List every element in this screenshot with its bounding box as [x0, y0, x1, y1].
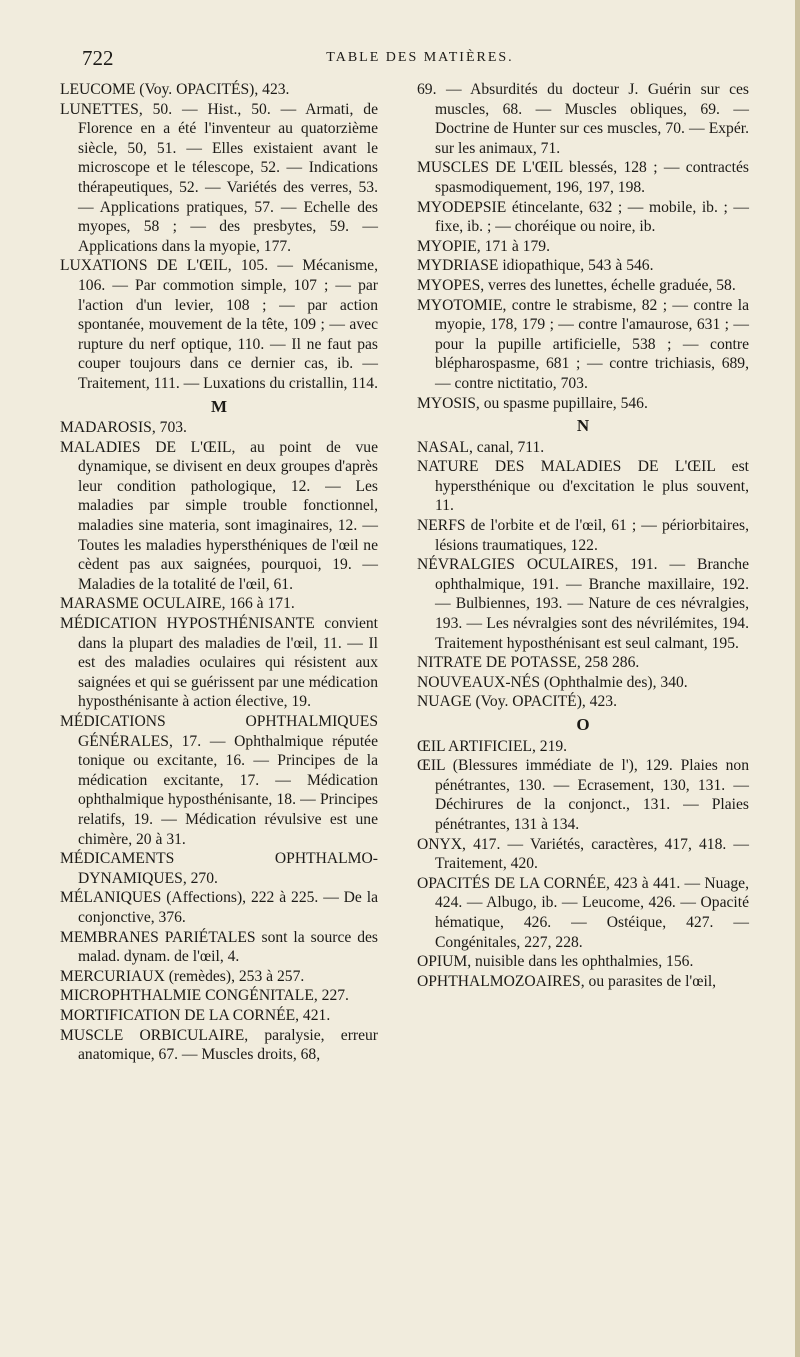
- index-entry: 69. — Absurdités du docteur J. Guérin sur ces muscles, 68. — Muscles obliques, 69. — Doctrine de Hunter sur ces muscles, 70. — Expér. sur les animaux, 71.: [417, 81, 749, 157]
- running-head: TABLE DES MATIÈRES.: [326, 50, 514, 65]
- index-entry: MALADIES DE L'ŒIL, au point de vue dynamique, se divisent en deux groupes d'après leur condition pathologique, 12. — Les maladies par simple trouble fonctionnel, maladies sine materia, sont imaginaires, 12. — Toutes les maladies hypersthéniques de l'œil ne cèdent pas aux saignées, pourquoi, 19. — Maladies de la totalité de l'œil, 61.: [60, 438, 378, 593]
- section-letter: N: [576, 416, 590, 436]
- index-entry: NATURE DES MALADIES DE L'ŒIL est hypersthénique ou d'excitation le plus souvent, 11.: [417, 458, 749, 515]
- page-number: 722: [82, 46, 114, 70]
- section-letter: O: [576, 715, 590, 734]
- page-edge: [795, 0, 800, 1357]
- index-entry: NOUVEAUX-NÉS (Ophthalmie des), 340.: [417, 673, 688, 691]
- index-entry: NASAL, canal, 711.: [417, 438, 545, 456]
- index-entry: MYOPES, verres des lunettes, échelle graduée, 58.: [417, 276, 736, 294]
- index-entry: MADAROSIS, 703.: [60, 419, 187, 437]
- index-entry: MÉLANIQUES (Affections), 222 à 225. — De la conjonctive, 376.: [60, 889, 378, 926]
- index-entry: MORTIFICATION DE LA CORNÉE, 421.: [60, 1006, 331, 1024]
- index-entry: MYDRIASE idiopathique, 543 à 546.: [417, 257, 654, 275]
- index-entry: NÉVRALGIES OCULAIRES, 191. — Branche ophthalmique, 191. — Branche maxillaire, 192. — Bulbiennes, 193. — Nature de ces névralgies, 193. — Les névralgies sont des névrilémites, 194. Traitement hyposthénisant est seul calmant, 195.: [417, 556, 749, 652]
- index-entry: MÉDICATION HYPOSTHÉNISANTE convient dans la plupart des maladies de l'œil, 11. — Il est des maladies oculaires qui résistent aux saignées et qui se guérissent par une médication hyposthénisante à action élective, 19.: [60, 615, 378, 711]
- section-letter: M: [210, 396, 228, 416]
- index-entry: LUXATIONS DE L'ŒIL, 105. — Mécanisme, 106. — Par commotion simple, 107 ; — par l'action d'un levier, 108 ; — par action spontanée, mouvement de la tête, 109 ; — avec rupture du nerf optique, 110. — Il ne faut pas couper toujours dans ce dernier cas, ib. — Traitement, 111. — Luxations du cristallin, 114.: [60, 257, 379, 392]
- index-entry: MICROPHTHALMIE CONGÉNITALE, 227.: [60, 987, 349, 1005]
- index-entry: MYOTOMIE, contre le strabisme, 82 ; — contre la myopie, 178, 179 ; — contre l'amaurose, 631 ; — pour la pupille artificielle, 538 ; — contre blépharospasme, 681 ; — contre trichiasis, 689, — contre nictitatio, 703.: [417, 296, 749, 392]
- index-entry: ŒIL ARTIFICIEL, 219.: [417, 737, 568, 755]
- index-entry: ŒIL (Blessures immédiate de l'), 129. Plaies non pénétrantes, 130. — Ecrasement, 130, 131. — Déchirures de la conjonct., 131. — Plaies pénétrantes, 131 à 134.: [417, 757, 749, 833]
- index-entry: NITRATE DE POTASSE, 258 286.: [417, 654, 640, 672]
- index-entry: LUNETTES, 50. — Hist., 50. — Armati, de Florence en a été l'inventeur au quatorzième siècle, 50, 51. — Elles existaient avant le microscope et le télescope, 52. — Indications thérapeutiques, 52. — Variétés des verres, 53. — Applications pratiques, 57. — Echelle des myopes, 58 ; — des presbytes, 59. — Applications dans la myopie, 177.: [60, 100, 378, 255]
- index-entry: ONYX, 417. — Variétés, caractères, 417, 418. — Traitement, 420.: [417, 835, 749, 873]
- index-entry: MYODEPSIE étincelante, 632 ; — mobile, ib. ; — fixe, ib. ; — choréique ou noire, ib.: [417, 198, 749, 236]
- index-entry: MUSCLES DE L'ŒIL blessés, 128 ; — contractés spasmodiquement, 196, 197, 198.: [417, 159, 749, 196]
- index-entry: OPACITÉS DE LA CORNÉE, 423 à 441. — Nuage, 424. — Albugo, ib. — Leucome, 426. — Opacité hématique, 426. — Ostéique, 427. — Congénitales, 227, 228.: [417, 874, 749, 951]
- index-entry: MYOPIE, 171 à 179.: [417, 237, 550, 255]
- index-entry: MARASME OCULAIRE, 166 à 171.: [60, 595, 295, 613]
- index-entry: OPHTHALMOZOAIRES, ou parasites de l'œil,: [417, 972, 717, 990]
- index-entry: OPIUM, nuisible dans les ophthalmies, 156.: [417, 953, 694, 971]
- index-entry: MYOSIS, ou spasme pupillaire, 546.: [417, 394, 648, 412]
- index-entry: MÉDICATIONS OPHTHALMIQUES GÉNÉRALES, 17. — Ophthalmique réputée tonique ou excitante, 16. — Principes de la médication excitante, 17. — Médication ophthalmique hyposthénisante, 18. — Principes relatifs, 19. — Médication révulsive est une chimère, 20 à 31.: [60, 713, 378, 848]
- index-entry: MUSCLE ORBICULAIRE, paralysie, erreur anatomique, 67. — Muscles droits, 68,: [60, 1026, 378, 1064]
- index-entry: LEUCOME (Voy. OPACITÉS), 423.: [60, 81, 290, 98]
- index-entry: NERFS de l'orbite et de l'œil, 61 ; — périorbitaires, lésions traumatiques, 122.: [417, 517, 749, 554]
- index-entry: MÉDICAMENTS OPHTHALMO-DYNAMIQUES, 270.: [60, 850, 378, 887]
- index-entry: MEMBRANES PARIÉTALES sont la source des malad. dynam. de l'œil, 4.: [60, 928, 378, 966]
- index-entry: NUAGE (Voy. OPACITÉ), 423.: [417, 693, 617, 711]
- right-column: [417, 80, 749, 991]
- index-entry: MERCURIAUX (remèdes), 253 à 257.: [60, 967, 305, 985]
- left-column: [60, 80, 378, 1065]
